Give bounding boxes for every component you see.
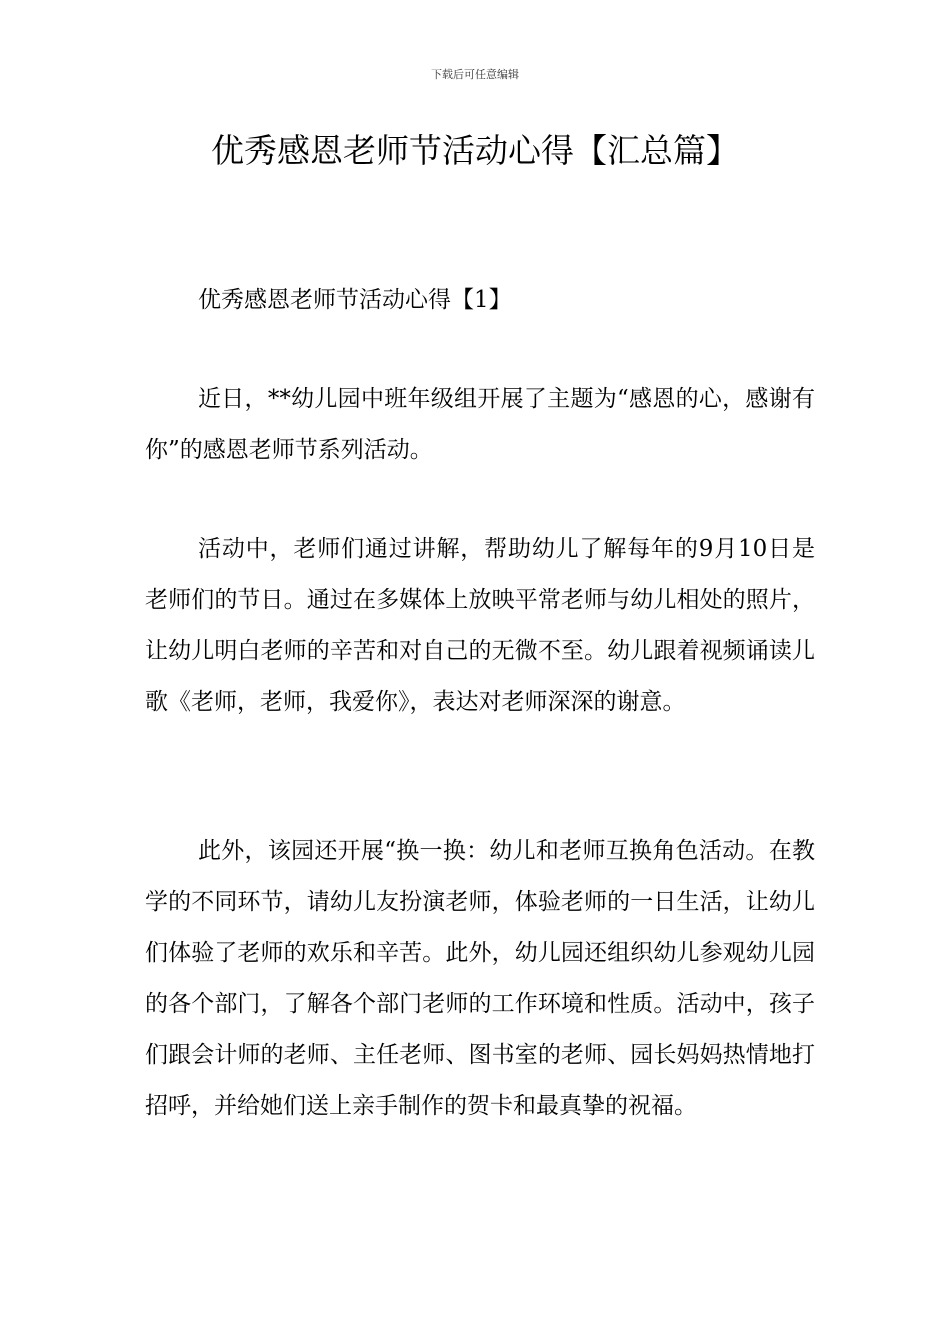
paragraph-1: 近日，**幼儿园中班年级组开展了主题为“感恩的心，感谢有你”的感恩老师节系列活动。 xyxy=(145,386,815,463)
document-title: 优秀感恩老师节活动心得【汇总篇】 xyxy=(211,131,739,170)
header-note: 下载后可任意编辑 xyxy=(431,68,519,81)
paragraph-2: 活动中，老师们通过讲解，帮助幼儿了解每年的9月10日是老师们的节日。通过在多媒体上放映平常老师与幼儿相处的照片，让幼儿明白老师的辛苦和对自己的无微不至。幼儿跟着视频诵读儿歌《老师，老师，我爱你》，表达对老师深深的谢意。 xyxy=(145,536,815,715)
paragraph-3: 此外，该园还开展“换一换：幼儿和老师互换角色活动。在教学的不同环节，请幼儿友扮演老师，体验老师的一日生活，让幼儿们体验了老师的欢乐和辛苦。此外，幼儿园还组织幼儿参观幼儿园的各个部门，了解各个部门老师的工作环境和性质。活动中，孩子们跟会计师的老师、主任老师、图书室的老师、园长妈妈热情地打招呼，并给她们送上亲手制作的贺卡和最真挚的祝福。 xyxy=(145,838,815,1119)
section-heading: 优秀感恩老师节活动心得【1】 xyxy=(198,287,512,313)
